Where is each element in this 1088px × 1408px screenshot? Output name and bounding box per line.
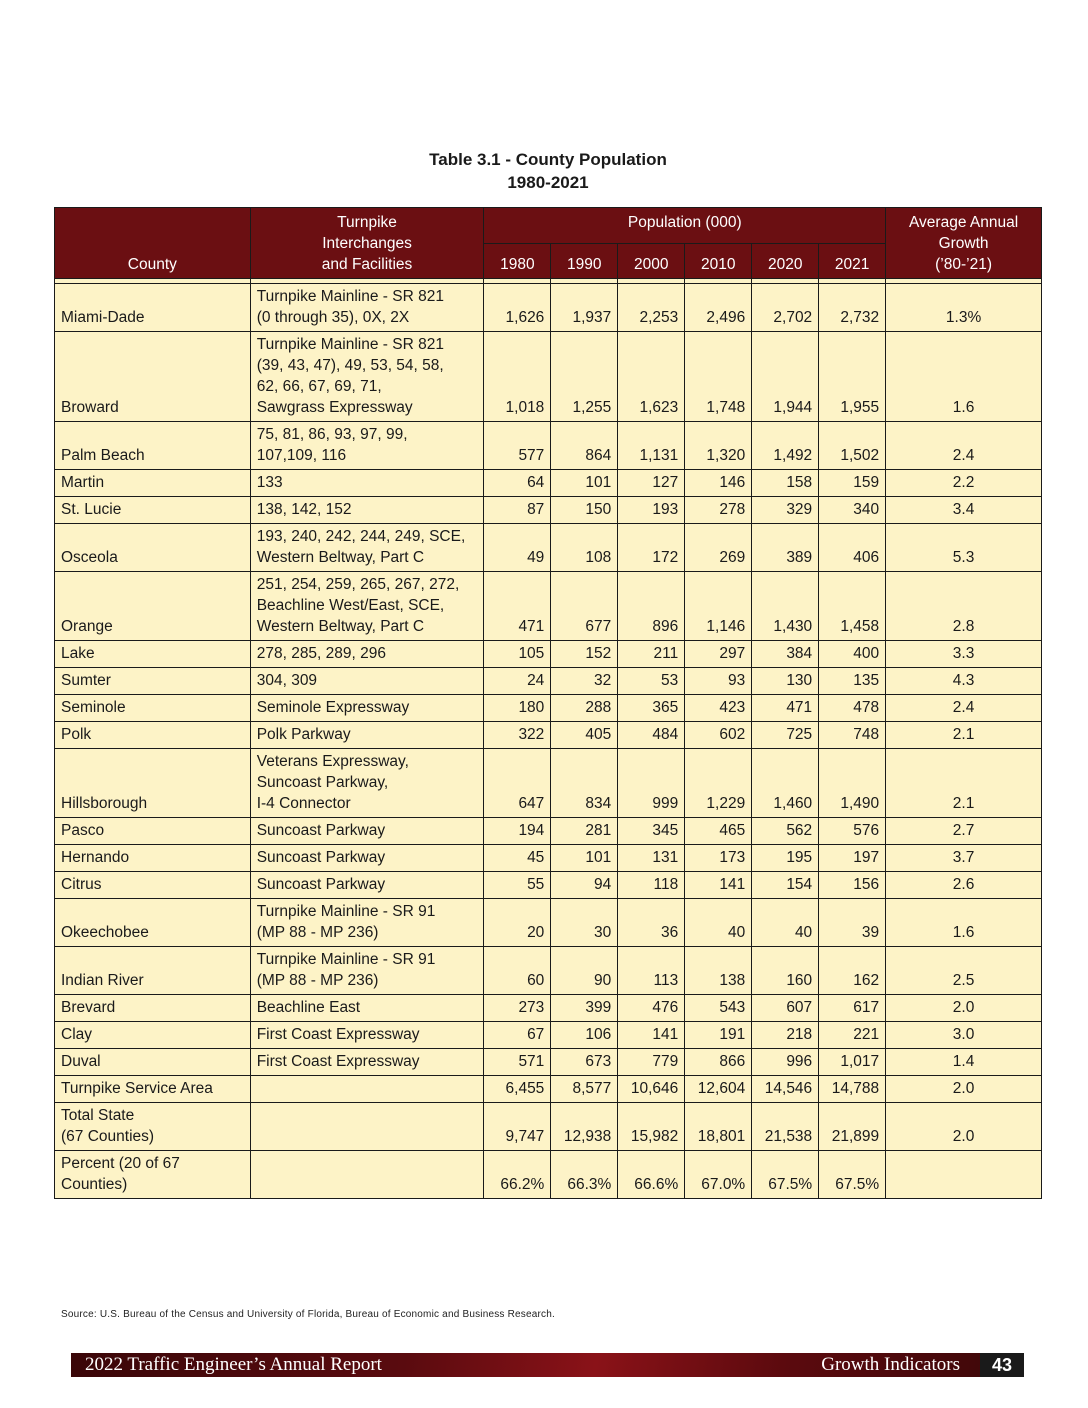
population-cell: 673 bbox=[551, 1049, 618, 1076]
population-cell: 40 bbox=[685, 899, 752, 947]
facilities-line: 251, 254, 259, 265, 267, 272, bbox=[256, 576, 460, 593]
table-row bbox=[55, 947, 1042, 995]
facilities-line: Turnpike Mainline - SR 821 bbox=[256, 288, 444, 305]
header-facilities bbox=[250, 208, 484, 279]
facilities-cell bbox=[250, 641, 484, 668]
population-cell: 471 bbox=[752, 695, 819, 722]
population-cell: 12,604 bbox=[685, 1076, 752, 1103]
facilities-line: Beachline East bbox=[256, 999, 361, 1016]
population-cell: 152 bbox=[551, 641, 618, 668]
facilities-cell bbox=[250, 845, 484, 872]
growth-cell: 3.4 bbox=[886, 497, 1042, 524]
header-growth-line: (’80-’21) bbox=[935, 256, 992, 273]
header-year: 2000 bbox=[618, 243, 685, 279]
population-cell: 138 bbox=[685, 947, 752, 995]
table-subtitle: 1980-2021 bbox=[507, 173, 589, 192]
population-cell: 10,646 bbox=[618, 1076, 685, 1103]
table-row bbox=[55, 668, 1042, 695]
population-cell: 60 bbox=[484, 947, 551, 995]
page-footer bbox=[71, 1353, 1024, 1377]
population-cell: 39 bbox=[819, 899, 886, 947]
header-year: 1990 bbox=[551, 243, 618, 279]
facilities-cell bbox=[250, 1151, 484, 1199]
summary-label-line: Turnpike Service Area bbox=[61, 1080, 213, 1097]
facilities-cell bbox=[250, 818, 484, 845]
growth-cell bbox=[886, 1151, 1042, 1199]
population-cell: 1,430 bbox=[752, 572, 819, 641]
table-row bbox=[55, 845, 1042, 872]
growth-cell: 2.2 bbox=[886, 470, 1042, 497]
population-cell: 141 bbox=[685, 872, 752, 899]
population-cell: 725 bbox=[752, 722, 819, 749]
summary-label-line: Counties) bbox=[61, 1176, 128, 1193]
facilities-line: Turnpike Mainline - SR 821 bbox=[256, 336, 444, 353]
facilities-line: Turnpike Mainline - SR 91 bbox=[256, 903, 436, 920]
population-cell: 14,546 bbox=[752, 1076, 819, 1103]
growth-cell: 2.7 bbox=[886, 818, 1042, 845]
county-cell: Clay bbox=[55, 1022, 251, 1049]
facilities-line: 75, 81, 86, 93, 97, 99, bbox=[256, 426, 408, 443]
population-cell: 93 bbox=[685, 668, 752, 695]
population-cell: 399 bbox=[551, 995, 618, 1022]
population-cell: 748 bbox=[819, 722, 886, 749]
population-cell: 389 bbox=[752, 524, 819, 572]
facilities-line: Turnpike Mainline - SR 91 bbox=[256, 951, 436, 968]
table-row bbox=[55, 470, 1042, 497]
facilities-line: 133 bbox=[256, 474, 283, 491]
facilities-line: 107,109, 116 bbox=[256, 447, 347, 464]
population-cell: 12,938 bbox=[551, 1103, 618, 1151]
population-cell: 197 bbox=[819, 845, 886, 872]
population-cell: 118 bbox=[618, 872, 685, 899]
population-cell: 484 bbox=[618, 722, 685, 749]
county-cell: Palm Beach bbox=[55, 422, 251, 470]
header-county: County bbox=[55, 208, 251, 279]
population-cell: 1,460 bbox=[752, 749, 819, 818]
population-cell: 108 bbox=[551, 524, 618, 572]
facilities-line: First Coast Expressway bbox=[256, 1053, 420, 1070]
population-cell: 647 bbox=[484, 749, 551, 818]
population-cell: 15,982 bbox=[618, 1103, 685, 1151]
table-row bbox=[55, 1022, 1042, 1049]
footer-section-title: Growth Indicators bbox=[821, 1354, 960, 1375]
summary-label-line: (67 Counties) bbox=[61, 1128, 155, 1145]
population-cell: 834 bbox=[551, 749, 618, 818]
facilities-line: Sawgrass Expressway bbox=[256, 399, 413, 416]
facilities-line: Polk Parkway bbox=[256, 726, 351, 743]
population-cell: 211 bbox=[618, 641, 685, 668]
population-cell: 21,899 bbox=[819, 1103, 886, 1151]
population-cell: 66.2% bbox=[484, 1151, 551, 1199]
facilities-line: (MP 88 - MP 236) bbox=[256, 924, 379, 941]
population-cell: 400 bbox=[819, 641, 886, 668]
population-cell: 478 bbox=[819, 695, 886, 722]
summary-row bbox=[55, 1151, 1042, 1199]
header-population: Population (000) bbox=[484, 208, 886, 244]
growth-cell: 2.5 bbox=[886, 947, 1042, 995]
facilities-cell bbox=[250, 1049, 484, 1076]
population-cell: 162 bbox=[819, 947, 886, 995]
facilities-line: 304, 309 bbox=[256, 672, 318, 689]
table-row bbox=[55, 422, 1042, 470]
header-year: 2021 bbox=[819, 243, 886, 279]
population-cell: 617 bbox=[819, 995, 886, 1022]
summary-label-cell bbox=[55, 1103, 251, 1151]
population-cell: 1,944 bbox=[752, 332, 819, 422]
population-cell: 146 bbox=[685, 470, 752, 497]
facilities-line: (MP 88 - MP 236) bbox=[256, 972, 379, 989]
population-cell: 1,131 bbox=[618, 422, 685, 470]
summary-label-line: Percent (20 of 67 bbox=[61, 1155, 180, 1172]
growth-cell: 3.7 bbox=[886, 845, 1042, 872]
table-row bbox=[55, 1049, 1042, 1076]
population-cell: 1,255 bbox=[551, 332, 618, 422]
population-cell: 2,702 bbox=[752, 284, 819, 332]
population-cell: 158 bbox=[752, 470, 819, 497]
population-cell: 423 bbox=[685, 695, 752, 722]
table-title: Table 3.1 - County Population bbox=[429, 150, 667, 169]
population-cell: 896 bbox=[618, 572, 685, 641]
population-cell: 94 bbox=[551, 872, 618, 899]
facilities-line: Suncoast Parkway bbox=[256, 822, 386, 839]
summary-row bbox=[55, 1076, 1042, 1103]
growth-cell: 2.0 bbox=[886, 1076, 1042, 1103]
growth-cell: 1.4 bbox=[886, 1049, 1042, 1076]
table-row bbox=[55, 722, 1042, 749]
county-cell: Pasco bbox=[55, 818, 251, 845]
population-cell: 576 bbox=[819, 818, 886, 845]
population-cell: 8,577 bbox=[551, 1076, 618, 1103]
facilities-line: Veterans Expressway, bbox=[256, 753, 409, 770]
population-cell: 218 bbox=[752, 1022, 819, 1049]
population-cell: 106 bbox=[551, 1022, 618, 1049]
population-cell: 101 bbox=[551, 845, 618, 872]
population-cell: 406 bbox=[819, 524, 886, 572]
table-row bbox=[55, 818, 1042, 845]
population-cell: 159 bbox=[819, 470, 886, 497]
county-cell: Broward bbox=[55, 332, 251, 422]
table-row bbox=[55, 497, 1042, 524]
facilities-cell bbox=[250, 1022, 484, 1049]
county-cell: Okeechobee bbox=[55, 899, 251, 947]
facilities-line: 62, 66, 67, 69, 71, bbox=[256, 378, 382, 395]
population-cell: 1,490 bbox=[819, 749, 886, 818]
population-cell: 195 bbox=[752, 845, 819, 872]
population-cell: 130 bbox=[752, 668, 819, 695]
growth-cell: 1.3% bbox=[886, 284, 1042, 332]
facilities-cell bbox=[250, 332, 484, 422]
population-cell: 1,748 bbox=[685, 332, 752, 422]
population-cell: 2,253 bbox=[618, 284, 685, 332]
facilities-line: (0 through 35), 0X, 2X bbox=[256, 309, 410, 326]
population-cell: 131 bbox=[618, 845, 685, 872]
population-cell: 1,018 bbox=[484, 332, 551, 422]
header-facilities-line: Turnpike bbox=[337, 214, 397, 231]
population-cell: 1,229 bbox=[685, 749, 752, 818]
population-cell: 465 bbox=[685, 818, 752, 845]
population-cell: 172 bbox=[618, 524, 685, 572]
population-cell: 1,626 bbox=[484, 284, 551, 332]
table-header bbox=[55, 208, 1042, 279]
facilities-cell bbox=[250, 284, 484, 332]
population-cell: 64 bbox=[484, 470, 551, 497]
facilities-line: Suncoast Parkway, bbox=[256, 774, 389, 791]
source-note: Source: U.S. Bureau of the Census and University of Florida, Bureau of Economic and Business Research. bbox=[61, 1309, 555, 1320]
population-cell: 21,538 bbox=[752, 1103, 819, 1151]
population-cell: 571 bbox=[484, 1049, 551, 1076]
population-cell: 1,502 bbox=[819, 422, 886, 470]
population-cell: 67.5% bbox=[752, 1151, 819, 1199]
population-cell: 1,320 bbox=[685, 422, 752, 470]
page-number: 43 bbox=[980, 1353, 1024, 1377]
facilities-cell bbox=[250, 572, 484, 641]
facilities-line: Western Beltway, Part C bbox=[256, 549, 425, 566]
population-cell: 191 bbox=[685, 1022, 752, 1049]
county-cell: Orange bbox=[55, 572, 251, 641]
facilities-line: I-4 Connector bbox=[256, 795, 351, 812]
population-cell: 562 bbox=[752, 818, 819, 845]
population-cell: 90 bbox=[551, 947, 618, 995]
facilities-line: First Coast Expressway bbox=[256, 1026, 420, 1043]
growth-cell: 1.6 bbox=[886, 899, 1042, 947]
population-cell: 384 bbox=[752, 641, 819, 668]
population-cell: 273 bbox=[484, 995, 551, 1022]
growth-cell: 2.4 bbox=[886, 695, 1042, 722]
population-cell: 101 bbox=[551, 470, 618, 497]
population-cell: 2,732 bbox=[819, 284, 886, 332]
summary-label-line: Total State bbox=[61, 1107, 135, 1124]
population-cell: 1,937 bbox=[551, 284, 618, 332]
table-row bbox=[55, 524, 1042, 572]
table-row bbox=[55, 284, 1042, 332]
county-cell: Polk bbox=[55, 722, 251, 749]
header-growth-line: Average Annual bbox=[908, 214, 1019, 231]
county-cell: Miami-Dade bbox=[55, 284, 251, 332]
facilities-cell bbox=[250, 749, 484, 818]
population-cell: 999 bbox=[618, 749, 685, 818]
county-cell: Duval bbox=[55, 1049, 251, 1076]
population-cell: 6,455 bbox=[484, 1076, 551, 1103]
county-cell: Osceola bbox=[55, 524, 251, 572]
population-cell: 221 bbox=[819, 1022, 886, 1049]
population-cell: 1,492 bbox=[752, 422, 819, 470]
facilities-cell bbox=[250, 1103, 484, 1151]
population-cell: 40 bbox=[752, 899, 819, 947]
population-cell: 18,801 bbox=[685, 1103, 752, 1151]
county-cell: Indian River bbox=[55, 947, 251, 995]
population-cell: 278 bbox=[685, 497, 752, 524]
facilities-cell bbox=[250, 497, 484, 524]
population-cell: 471 bbox=[484, 572, 551, 641]
population-cell: 156 bbox=[819, 872, 886, 899]
growth-cell: 2.0 bbox=[886, 995, 1042, 1022]
county-cell: Sumter bbox=[55, 668, 251, 695]
population-cell: 297 bbox=[685, 641, 752, 668]
table-row bbox=[55, 332, 1042, 422]
facilities-line: Seminole Expressway bbox=[256, 699, 410, 716]
growth-cell: 5.3 bbox=[886, 524, 1042, 572]
population-cell: 127 bbox=[618, 470, 685, 497]
facilities-cell bbox=[250, 1076, 484, 1103]
population-cell: 1,623 bbox=[618, 332, 685, 422]
growth-cell: 3.0 bbox=[886, 1022, 1042, 1049]
facilities-cell bbox=[250, 947, 484, 995]
growth-cell: 2.1 bbox=[886, 749, 1042, 818]
population-cell: 269 bbox=[685, 524, 752, 572]
growth-cell: 2.4 bbox=[886, 422, 1042, 470]
facilities-cell bbox=[250, 668, 484, 695]
population-cell: 36 bbox=[618, 899, 685, 947]
facilities-cell bbox=[250, 524, 484, 572]
facilities-cell bbox=[250, 872, 484, 899]
table-row bbox=[55, 749, 1042, 818]
facilities-cell bbox=[250, 995, 484, 1022]
population-cell: 66.3% bbox=[551, 1151, 618, 1199]
population-cell: 1,458 bbox=[819, 572, 886, 641]
facilities-line: (39, 43, 47), 49, 53, 54, 58, bbox=[256, 357, 444, 374]
population-cell: 14,788 bbox=[819, 1076, 886, 1103]
growth-cell: 2.8 bbox=[886, 572, 1042, 641]
facilities-line: 278, 285, 289, 296 bbox=[256, 645, 387, 662]
population-cell: 32 bbox=[551, 668, 618, 695]
growth-cell: 2.6 bbox=[886, 872, 1042, 899]
footer-report-title: 2022 Traffic Engineer’s Annual Report bbox=[85, 1354, 382, 1375]
population-cell: 150 bbox=[551, 497, 618, 524]
growth-cell: 2.0 bbox=[886, 1103, 1042, 1151]
header-facilities-line: Interchanges bbox=[322, 235, 412, 252]
county-cell: St. Lucie bbox=[55, 497, 251, 524]
population-cell: 996 bbox=[752, 1049, 819, 1076]
population-cell: 864 bbox=[551, 422, 618, 470]
population-cell: 53 bbox=[618, 668, 685, 695]
facilities-cell bbox=[250, 899, 484, 947]
county-cell: Seminole bbox=[55, 695, 251, 722]
population-cell: 105 bbox=[484, 641, 551, 668]
population-cell: 135 bbox=[819, 668, 886, 695]
population-cell: 66.6% bbox=[618, 1151, 685, 1199]
header-growth-line: Growth bbox=[938, 235, 989, 252]
table-body bbox=[55, 279, 1042, 1199]
population-cell: 329 bbox=[752, 497, 819, 524]
population-cell: 345 bbox=[618, 818, 685, 845]
summary-row bbox=[55, 1103, 1042, 1151]
population-cell: 2,496 bbox=[685, 284, 752, 332]
population-cell: 340 bbox=[819, 497, 886, 524]
population-cell: 30 bbox=[551, 899, 618, 947]
header-growth bbox=[886, 208, 1042, 279]
population-cell: 141 bbox=[618, 1022, 685, 1049]
population-cell: 113 bbox=[618, 947, 685, 995]
population-cell: 577 bbox=[484, 422, 551, 470]
table-row bbox=[55, 872, 1042, 899]
county-population-table bbox=[54, 207, 1042, 1199]
population-cell: 602 bbox=[685, 722, 752, 749]
header-year: 2010 bbox=[685, 243, 752, 279]
population-cell: 180 bbox=[484, 695, 551, 722]
population-cell: 173 bbox=[685, 845, 752, 872]
population-cell: 160 bbox=[752, 947, 819, 995]
header-year: 1980 bbox=[484, 243, 551, 279]
county-cell: Martin bbox=[55, 470, 251, 497]
facilities-cell bbox=[250, 422, 484, 470]
population-cell: 20 bbox=[484, 899, 551, 947]
growth-cell: 2.1 bbox=[886, 722, 1042, 749]
population-cell: 281 bbox=[551, 818, 618, 845]
population-cell: 607 bbox=[752, 995, 819, 1022]
facilities-cell bbox=[250, 722, 484, 749]
facilities-line: Suncoast Parkway bbox=[256, 876, 386, 893]
population-cell: 677 bbox=[551, 572, 618, 641]
population-cell: 87 bbox=[484, 497, 551, 524]
county-cell: Citrus bbox=[55, 872, 251, 899]
facilities-line: 193, 240, 242, 244, 249, SCE, bbox=[256, 528, 466, 545]
facilities-line: Western Beltway, Part C bbox=[256, 618, 425, 635]
county-cell: Hillsborough bbox=[55, 749, 251, 818]
header-facilities-line: and Facilities bbox=[321, 256, 413, 273]
population-cell: 67.5% bbox=[819, 1151, 886, 1199]
facilities-line: 138, 142, 152 bbox=[256, 501, 352, 518]
population-cell: 476 bbox=[618, 995, 685, 1022]
population-cell: 288 bbox=[551, 695, 618, 722]
population-cell: 322 bbox=[484, 722, 551, 749]
population-cell: 405 bbox=[551, 722, 618, 749]
population-cell: 49 bbox=[484, 524, 551, 572]
table-row bbox=[55, 641, 1042, 668]
population-cell: 67 bbox=[484, 1022, 551, 1049]
population-cell: 866 bbox=[685, 1049, 752, 1076]
header-year: 2020 bbox=[752, 243, 819, 279]
table-row bbox=[55, 695, 1042, 722]
population-cell: 1,017 bbox=[819, 1049, 886, 1076]
county-cell: Lake bbox=[55, 641, 251, 668]
population-cell: 193 bbox=[618, 497, 685, 524]
facilities-cell bbox=[250, 695, 484, 722]
population-cell: 67.0% bbox=[685, 1151, 752, 1199]
population-cell: 9,747 bbox=[484, 1103, 551, 1151]
summary-label-cell bbox=[55, 1076, 251, 1103]
facilities-line: Suncoast Parkway bbox=[256, 849, 386, 866]
growth-cell: 1.6 bbox=[886, 332, 1042, 422]
county-cell: Brevard bbox=[55, 995, 251, 1022]
summary-label-cell bbox=[55, 1151, 251, 1199]
population-cell: 365 bbox=[618, 695, 685, 722]
population-cell: 24 bbox=[484, 668, 551, 695]
population-cell: 1,146 bbox=[685, 572, 752, 641]
growth-cell: 3.3 bbox=[886, 641, 1042, 668]
population-cell: 45 bbox=[484, 845, 551, 872]
facilities-cell bbox=[250, 470, 484, 497]
table-row bbox=[55, 899, 1042, 947]
growth-cell: 4.3 bbox=[886, 668, 1042, 695]
population-cell: 154 bbox=[752, 872, 819, 899]
population-cell: 55 bbox=[484, 872, 551, 899]
table-row bbox=[55, 572, 1042, 641]
population-cell: 1,955 bbox=[819, 332, 886, 422]
population-cell: 194 bbox=[484, 818, 551, 845]
county-cell: Hernando bbox=[55, 845, 251, 872]
facilities-line: Beachline West/East, SCE, bbox=[256, 597, 445, 614]
population-cell: 543 bbox=[685, 995, 752, 1022]
table-row bbox=[55, 995, 1042, 1022]
population-cell: 779 bbox=[618, 1049, 685, 1076]
table-title-block bbox=[0, 148, 1088, 194]
